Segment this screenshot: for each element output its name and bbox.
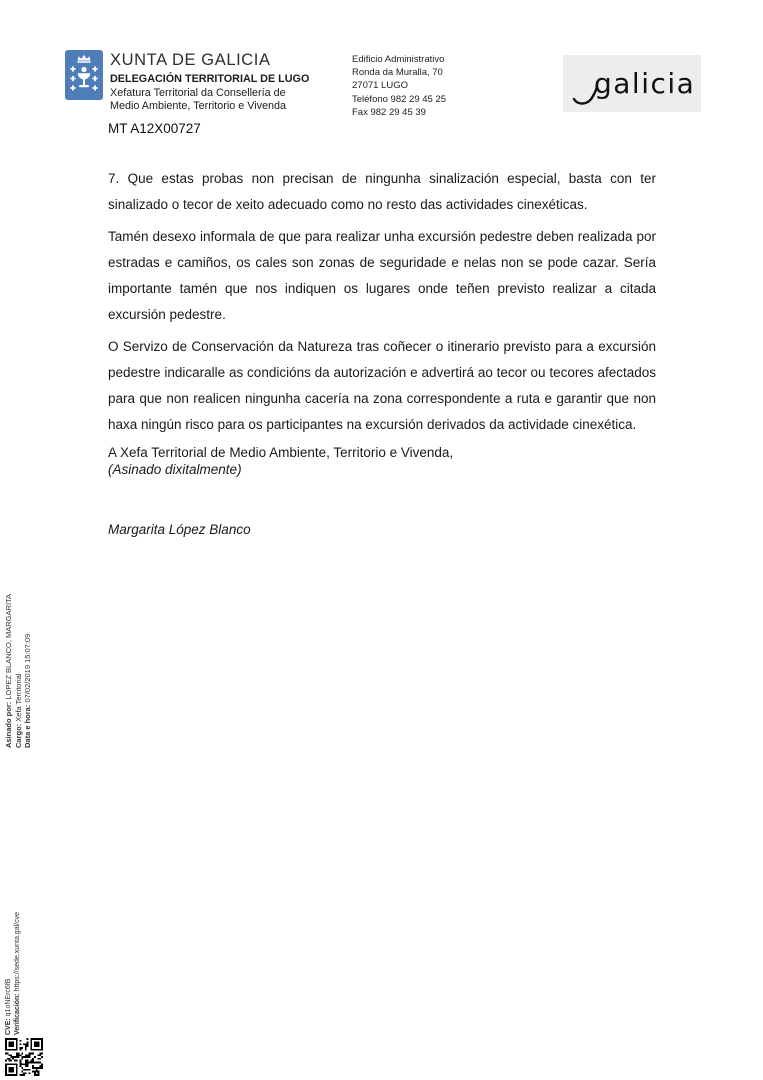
reference-code: MT A12X00727 bbox=[108, 121, 201, 136]
verification-label: Verificación: bbox=[13, 993, 21, 1035]
cve-line bbox=[5, 912, 14, 1035]
cve-label: CVE: bbox=[5, 1018, 12, 1035]
stamp-signed-by-label: Asinado por: bbox=[4, 701, 13, 748]
paragraph-1: 7. Que estas probas non precisan de ningunha sinalización especial, basta con ter sinalizado o tecor de xeito adecuado como no resto das actividades cinexéticas. bbox=[108, 171, 656, 212]
svg-text:galicia: galicia bbox=[594, 66, 696, 100]
signer-name: Margarita López Blanco bbox=[108, 522, 251, 537]
address-city: 27071 LUGO bbox=[352, 80, 408, 92]
paragraph-3: O Servizo de Conservación da Natureza tras coñecer o itinerario previsto para a excursión pedestre indicaralle as condicións da autorización e advertirá ao tecor ou tecores afectados para que non realicen ningunha cacería na zona correspondente a ruta e garantir que non haxa ningún risco para os participantes na excursión derivados da actividade cinexética. bbox=[108, 339, 656, 432]
stamp-datetime bbox=[23, 594, 33, 748]
xunta-shield-icon bbox=[65, 50, 103, 100]
org-block bbox=[110, 51, 309, 114]
stamp-role-value: Xefa Territorial bbox=[13, 673, 23, 722]
stamp-role-label: Cargo: bbox=[13, 723, 23, 748]
address-fax: Fax 982 29 45 39 bbox=[352, 106, 426, 118]
org-department-line1: Xefatura Territorial da Consellería de bbox=[110, 86, 286, 99]
qr-code bbox=[5, 1038, 43, 1076]
org-department-line2: Medio Ambiente, Territorio e Vivenda bbox=[110, 100, 287, 112]
stamp-signed-by-value: LOPEZ BLANCO, MARGARITA bbox=[4, 593, 13, 700]
verification-stamp bbox=[5, 912, 22, 1035]
address-street: Ronda da Muralla, 70 bbox=[352, 67, 443, 79]
cve-value: q1oNErc6fB bbox=[5, 978, 12, 1017]
paragraph-2: Tamén desexo informala de que para realizar unha excursión pedestre deben realizada por estradas e camiños, os cales son zonas de seguridade e nelas non se pode cazar. Sería importante tamén que nos indiquen os lugares onde teñen previsto realizar a citada excursión pedestre. bbox=[108, 229, 656, 322]
address-building: Edificio Administrativo bbox=[352, 54, 445, 65]
stamp-role bbox=[14, 594, 24, 748]
galicia-brand-box bbox=[563, 55, 701, 112]
signature-stamp bbox=[4, 594, 33, 748]
stamp-signed-by bbox=[4, 594, 14, 748]
org-delegation: DELEGACIÓN TERRITORIAL DE LUGO bbox=[110, 73, 310, 85]
closing-block bbox=[108, 444, 656, 478]
galicia-logo-icon bbox=[566, 58, 698, 110]
address-block bbox=[352, 53, 446, 119]
stamp-datetime-value: 07/02/2019 15:07:09 bbox=[23, 633, 32, 703]
org-name: XUNTA DE GALICIA bbox=[110, 51, 271, 69]
verification-url: https://sede.xunta.gal/cve bbox=[13, 912, 21, 992]
closing-title: A Xefa Territorial de Medio Ambiente, Territorio e Vivenda, bbox=[108, 445, 454, 460]
stamp-datetime-label: Data e hora: bbox=[23, 704, 32, 748]
verification-line bbox=[14, 912, 23, 1035]
digitally-signed-note: (Asinado dixitalmente) bbox=[108, 462, 242, 477]
letter-body bbox=[108, 166, 656, 538]
address-phone: Teléfono 982 29 45 25 bbox=[352, 93, 447, 105]
